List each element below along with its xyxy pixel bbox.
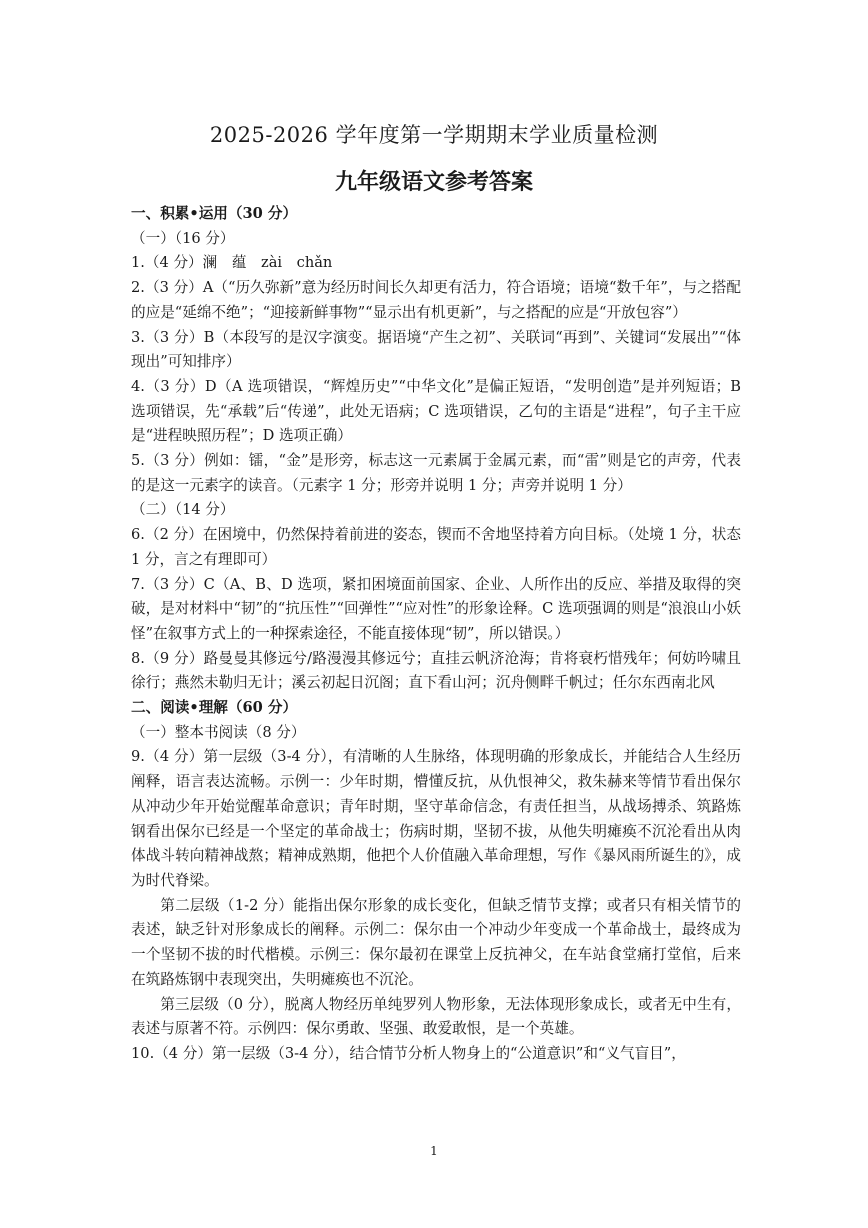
answer-9-level-2: 第二层级（1-2 分）能指出保尔形象的成长变化，但缺乏情节支撑；或者只有相关情节的表述，缺乏针对形象成长的阐释。示例二：保尔由一个冲动少年变成一个革命战士，最终成为一个坚韧不拔的时代楷模。示例三：保尔最初在课堂上反抗神父，在车站食堂痛打堂倌，后来在筑路炼钢中表现突出，失明瘫痪也不沉沦。	[131, 896, 741, 988]
answer-6: 6.（2 分）在困境中，仍然保持着前进的姿态，锲而不舍地坚持着方向目标。（处境 1 分，状态 1 分，言之有理即可）	[131, 526, 741, 568]
answer-content	[131, 202, 741, 1067]
answer-8: 8.（9 分）路曼曼其修远兮/路漫漫其修远兮；直挂云帆济沧海；肯将衰朽惜残年；何妨吟啸且徐行；燕然未勒归无计；溪云初起日沉阁；直下看山河；沉舟侧畔千帆过；任尔东西南北风	[131, 649, 741, 692]
answer-10: 10.（4 分）第一层级（3-4 分），结合情节分析人物身上的“公道意识”和“义气盲目”，	[131, 1044, 686, 1062]
section-heading-1: 一、积累•运用（30 分）	[131, 205, 298, 222]
answer-3: 3.（3 分）B（本段写的是汉字演变。据语境“产生之初”、关联词“再到”、关键词“发展出”“体现出”可知排序）	[131, 328, 741, 371]
answer-key-title: 九年级语文参考答案	[334, 169, 533, 195]
subsection-heading-1-1: （一）（16 分）	[131, 229, 235, 247]
subsection-heading-2-1: （一）整本书阅读（8 分）	[131, 723, 306, 741]
subsection-heading-1-2: （二）（14 分）	[131, 501, 235, 519]
answer-9-level-1: 9.（4 分）第一层级（3-4 分），有清晰的人生脉络，体现明确的形象成长，并能结合人生经历阐释，语言表达流畅。示例一：少年时期，懵懂反抗，从仇恨神父，救朱赫来等情节看出保尔从冲动少年开始觉醒革命意识；青年时期，坚守革命信念，有责任担当，从战场搏杀、筑路炼钢看出保尔已经是一个坚定的革命战士；伤病时期，坚韧不拔，从他失明瘫痪不沉沦看出从肉体战斗转向精神战熬；精神成熟期，他把个人价值融入革命理想，写作《暴风雨所诞生的》，成为时代脊梁。	[131, 748, 741, 889]
answer-5: 5.（3 分）例如：镭，“金”是形旁，标志这一元素属于金属元素，而“雷”则是它的声旁，代表的是这一元素字的读音。（元素字 1 分；形旁并说明 1 分；声旁并说明 1 分）	[131, 452, 741, 494]
page-number: 1	[430, 1144, 438, 1158]
exam-title: 2025-2026 学年度第一学期期末学业质量检测	[209, 123, 659, 147]
answer-9-level-3: 第三层级（0 分），脱离人物经历单纯罗列人物形象，无法体现形象成长，或者无中生有，表述与原著不符。示例四：保尔勇敢、坚强、敢爱敢恨，是一个英雄。	[131, 995, 741, 1038]
answer-7: 7.（3 分）C（A、B、D 选项，紧扣困境面前国家、企业、人所作出的反应、举措及取得的突破，是对材料中“韧”的“抗压性”“回弹性”“应对性”的形象诠释。C 选项强调的则是“浪浪山小妖怪”在叙事方式上的一种探索途径，不能直接体现“韧”，所以错误。）	[131, 575, 741, 642]
answer-4: 4.（3 分）D（A 选项错误，“辉煌历史”“中华文化”是偏正短语，“发明创造”是并列短语；B 选项错误，先“承载”后“传递”，此处无语病；C 选项错误，乙句的主语是“进程”，句子主干应是“进程映照历程”；D 选项正确）	[131, 377, 741, 445]
answer-2: 2.（3 分）A（“历久弥新”意为经历时间长久却更有活力，符合语境；语境“数千年”，与之搭配的应是“延绵不绝”；“迎接新鲜事物”“显示出有机更新”，与之搭配的应是“开放包容”）	[131, 279, 741, 321]
answer-1: 1.（4 分）澜 蕴 zài chǎn	[131, 254, 333, 272]
section-heading-2: 二、阅读•理解（60 分）	[131, 699, 298, 717]
